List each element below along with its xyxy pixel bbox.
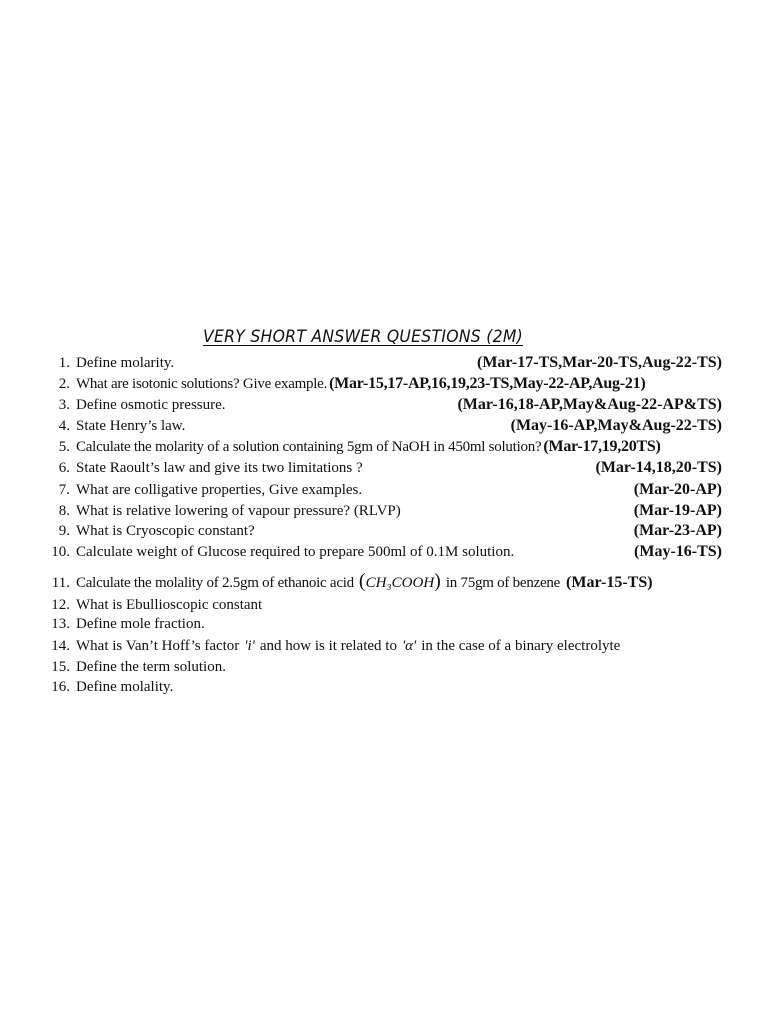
- question-number: 7.: [58, 482, 70, 498]
- question-item-14: [42, 638, 722, 660]
- question-text: What is Cryoscopic constant?: [76, 523, 255, 539]
- exam-reference: (Mar-15,17-AP,16,19,23-TS,May-22-AP,Aug-21): [329, 375, 646, 392]
- question-text: Define the term solution.: [76, 659, 226, 675]
- question-number: 2.: [58, 376, 70, 392]
- question-text-mid: and how is it related to: [259, 638, 397, 654]
- question-number: 14.: [51, 638, 70, 654]
- open-paren: (: [353, 570, 366, 592]
- question-item-6: [42, 459, 722, 481]
- question-number: 5.: [58, 439, 70, 455]
- symbol-alpha: 'α': [401, 638, 417, 654]
- question-number: 11.: [51, 575, 70, 591]
- exam-reference: (Mar-14,18,20-TS): [595, 459, 722, 476]
- exam-reference: (Mar-23-AP): [633, 522, 722, 539]
- question-text: Calculate the molarity of a solution containing 5gm of NaOH in 450ml solution?: [76, 439, 542, 455]
- question-text: State Henry’s law.: [76, 418, 186, 434]
- question-text: Calculate the molality of 2.5gm of ethanoic acid: [76, 575, 354, 591]
- question-text: State Raoult’s law and give its two limitations ?: [76, 460, 363, 476]
- question-number: 1.: [58, 355, 70, 371]
- question-item-15: [42, 659, 722, 681]
- question-text: What is relative lowering of vapour pressure? (RLVP): [76, 503, 401, 519]
- question-item-5: [42, 438, 722, 460]
- question-item-1: [42, 354, 722, 376]
- exam-reference: (Mar-16,18-AP,May&Aug-22-AP&TS): [457, 396, 722, 413]
- question-number: 10.: [51, 544, 70, 560]
- question-item-9: [42, 522, 722, 544]
- question-item-4: [42, 417, 722, 439]
- question-text: Define molarity.: [76, 355, 175, 371]
- question-text: What is Ebullioscopic constant: [76, 597, 263, 613]
- question-item-10: [42, 543, 722, 565]
- question-number: 9.: [58, 523, 70, 539]
- question-item-11: [42, 571, 722, 593]
- question-number: 15.: [51, 659, 70, 675]
- section-heading: VERY SHORT ANSWER QUESTIONS (2M): [203, 327, 524, 347]
- question-text-tail: in 75gm of benzene: [445, 575, 561, 591]
- exam-reference: (Mar-20-AP): [633, 481, 722, 498]
- exam-reference: (Mar-19-AP): [633, 502, 722, 519]
- question-text: Define mole fraction.: [76, 616, 205, 632]
- question-number: 13.: [51, 616, 70, 632]
- exam-reference: (Mar-17,19,20TS): [543, 438, 661, 455]
- question-text: Define osmotic pressure.: [76, 397, 226, 413]
- exam-reference: (Mar-17-TS,Mar-20-TS,Aug-22-TS): [476, 354, 722, 371]
- question-item-13: [42, 616, 722, 638]
- question-item-7: [42, 481, 722, 503]
- exam-reference: (May-16-AP,May&Aug-22-TS): [510, 417, 722, 434]
- chemical-formula: CH₃COOH: [365, 575, 435, 591]
- question-text: What are colligative properties, Give examples.: [76, 482, 363, 498]
- question-number: 12.: [51, 597, 70, 613]
- question-text: What is Van’t Hoff’s factor: [76, 638, 240, 654]
- question-number: 4.: [58, 418, 70, 434]
- question-number: 6.: [58, 460, 70, 476]
- question-item-16: [42, 679, 722, 701]
- close-paren: ): [434, 570, 446, 592]
- question-number: 16.: [51, 679, 70, 695]
- question-number: 3.: [58, 397, 70, 413]
- exam-reference: (Mar-15-TS): [566, 574, 653, 591]
- question-text-tail: in the case of a binary electrolyte: [421, 638, 621, 654]
- question-text: Calculate weight of Glucose required to prepare 500ml of 0.1M solution.: [76, 544, 515, 560]
- question-item-8: [42, 502, 722, 524]
- exam-reference: (May-16-TS): [634, 543, 722, 560]
- question-text: What are isotonic solutions? Give example.: [76, 376, 328, 392]
- question-item-2: [42, 375, 722, 397]
- question-text: Define molality.: [76, 679, 174, 695]
- question-item-3: [42, 396, 722, 418]
- symbol-i: 'i': [244, 638, 255, 654]
- question-number: 8.: [58, 503, 70, 519]
